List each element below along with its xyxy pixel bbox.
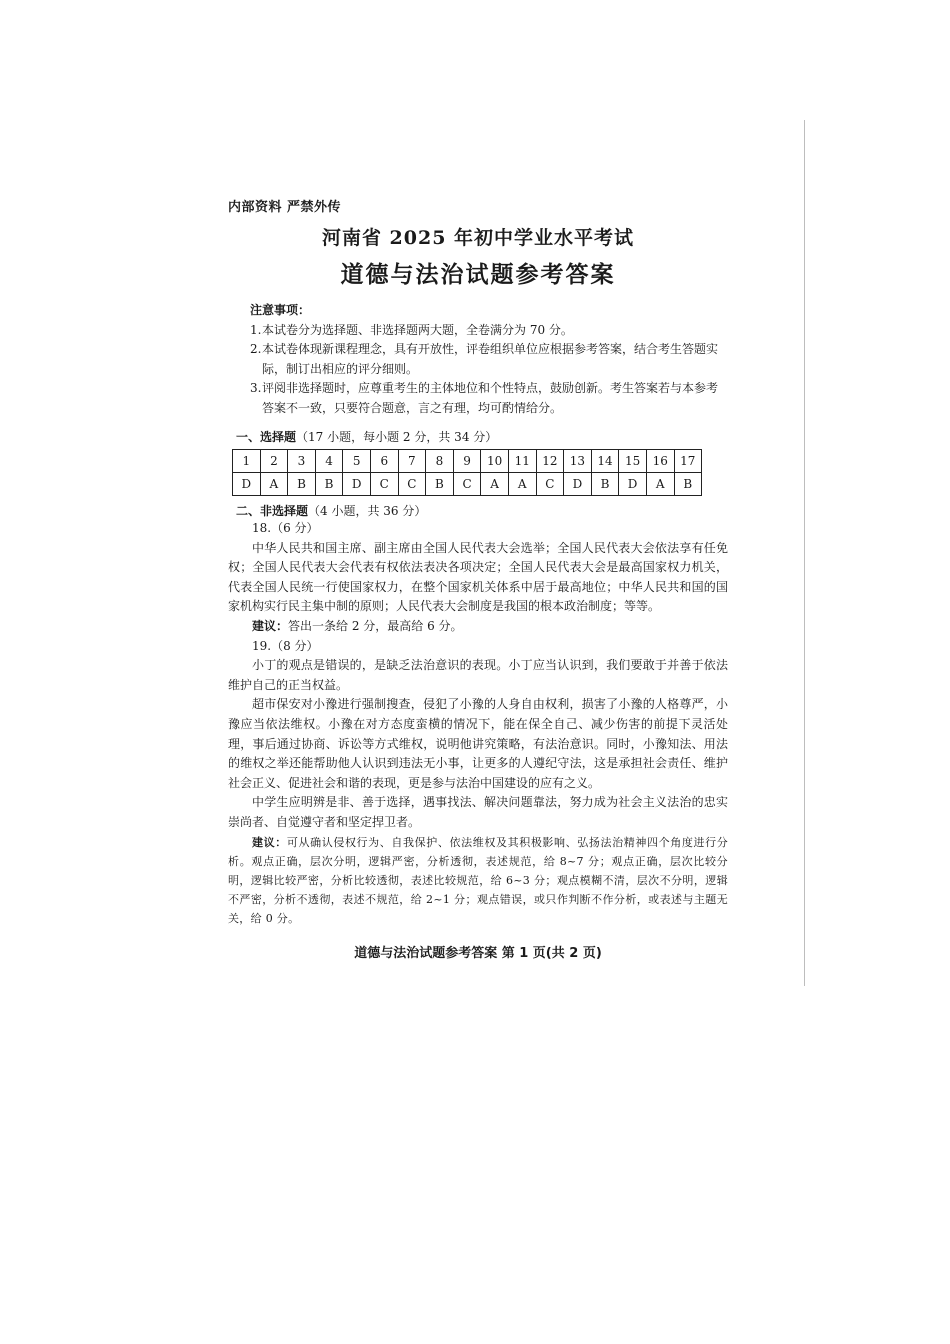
question-19-paragraph-2: 超市保安对小豫进行强制搜查，侵犯了小豫的人身自由权利，损害了小豫的人格尊严，小豫应当依法维权。小豫在对方态度蛮横的情况下，能在保全自己、减少伤害的前提下灵活处理，事后通过协商、诉讼等方式维权，说明他讲究策略，有法治意识。同时，小豫知法、用法的维权之举还能帮助他人认识到违法无小事，让更多的人遵纪守法，这是承担社会责任、维护社会正义、促进社会和谐的表现，更是参与法治中国建设的应有之义。: [228, 697, 728, 790]
answer-cell: A: [646, 473, 674, 496]
notes-block: [228, 301, 728, 418]
section-2-body: [228, 519, 728, 928]
question-number-cell: 5: [343, 450, 371, 473]
question-18-answer: 中华人民共和国主席、副主席由全国人民代表大会选举；全国人民代表大会依法享有任免权；全国人民代表大会代表有权依法表决各项决定；全国人民代表大会是最高国家权力机关，代表全国人民统一行使国家权力，在整个国家机关体系中居于最高地位；中华人民共和国的国家机构实行民主集中制的原则；人民代表大会制度是我国的根本政治制度；等等。: [228, 540, 728, 614]
note-item: [228, 379, 728, 418]
question-number-cell: 3: [288, 450, 316, 473]
question-number-cell: 4: [315, 450, 343, 473]
question-number-cell: 7: [398, 450, 426, 473]
advice-label: 建议：: [252, 618, 289, 633]
question-number-cell: 8: [426, 450, 454, 473]
answer-cell: C: [453, 473, 481, 496]
note-number: 3.: [250, 381, 262, 395]
section-1-subtitle: （17 小题，每小题 2 分，共 34 分）: [296, 430, 498, 444]
section-2-title: 二、非选择题: [236, 504, 309, 518]
question-number-cell: 13: [564, 450, 592, 473]
question-number-cell: 2: [260, 450, 288, 473]
question-19-number: 19.（8 分）: [252, 638, 319, 653]
question-number-cell: 16: [646, 450, 674, 473]
question-18-number: 18.（6 分）: [252, 521, 319, 535]
answer-cell: A: [508, 473, 536, 496]
advice-label: 建议：: [252, 835, 287, 849]
notes-heading: 注意事项：: [250, 303, 311, 317]
question-number-cell: 17: [674, 450, 702, 473]
question-19-paragraph-3: 中学生应明辨是非、善于选择，遇事找法、解决问题靠法，努力成为社会主义法治的忠实崇尚者、自觉遵守者和坚定捍卫者。: [228, 795, 728, 829]
answer-cell: A: [260, 473, 288, 496]
answer-cell: A: [481, 473, 509, 496]
advice-text: 答出一条给 2 分，最高给 6 分。: [288, 618, 463, 633]
question-number-cell: 1: [233, 450, 261, 473]
question-19-advice: [228, 833, 728, 928]
section-1-title: 一、选择题: [236, 430, 297, 444]
answer-cell: D: [619, 473, 647, 496]
section-2-subtitle: （4 小题，共 36 分）: [308, 504, 427, 518]
question-19-paragraph-1: 小丁的观点是错误的，是缺乏法治意识的表现。小丁应当认识到，我们要敢于并善于依法维护自己的正当权益。: [228, 658, 728, 692]
page-divider-line: [804, 120, 805, 986]
answer-cell: B: [288, 473, 316, 496]
section-2-heading: [228, 502, 728, 519]
answer-table: [232, 449, 702, 496]
note-text: 本试卷分为选择题、非选择题两大题，全卷满分为 70 分。: [262, 322, 573, 337]
answer-sheet-page: [228, 196, 728, 961]
answer-cell: B: [674, 473, 702, 496]
answer-cell: D: [233, 473, 261, 496]
question-number-row: [233, 450, 702, 473]
question-number-cell: 11: [508, 450, 536, 473]
document-title: 道德与法治试题参考答案: [340, 262, 616, 288]
note-text: 本试卷体现新课程理念，具有开放性，评卷组织单位应根据参考答案，结合考生答题实际，制订出相应的评分细则。: [262, 342, 719, 376]
note-text: 评阅非选择题时，应尊重考生的主体地位和个性特点，鼓励创新。考生答案若与本参考答案不一致，只要符合题意，言之有理，均可酌情给分。: [262, 381, 719, 415]
answer-cell: D: [343, 473, 371, 496]
section-1-heading: [228, 428, 728, 445]
question-number-cell: 14: [591, 450, 619, 473]
question-number-cell: 12: [536, 450, 564, 473]
answer-cell: B: [591, 473, 619, 496]
exam-title: 河南省 2025 年初中学业水平考试: [321, 227, 635, 249]
note-item: [228, 340, 728, 379]
note-number: 2.: [250, 342, 262, 356]
answer-cell: D: [564, 473, 592, 496]
page-footer: 道德与法治试题参考答案 第 1 页(共 2 页): [354, 945, 602, 961]
answer-cell: C: [398, 473, 426, 496]
question-number-cell: 10: [481, 450, 509, 473]
internal-notice: 内部资料 严禁外传: [228, 200, 342, 215]
advice-text: 可从确认侵权行为、自我保护、依法维权及其积极影响、弘扬法治精神四个角度进行分析。观点正确，层次分明，逻辑严密，分析透彻，表述规范，给 8~7 分；观点正确，层次比较分明，逻辑比较严密，分析比较透彻，表述比较规范，给 6~3 分；观点模糊不清，层次不分明，逻辑不严密，分析不透彻，表述不规范，给 2~1 分；观点错误，或只作判断不作分析，或表述与主题无关，给 0 分。: [228, 835, 728, 925]
answer-cell: C: [536, 473, 564, 496]
answer-cell: B: [426, 473, 454, 496]
note-item: [228, 321, 728, 341]
question-number-cell: 6: [370, 450, 398, 473]
note-number: 1.: [250, 322, 262, 337]
question-number-cell: 15: [619, 450, 647, 473]
answer-cell: B: [315, 473, 343, 496]
answer-cell: C: [370, 473, 398, 496]
question-18-advice: [228, 617, 728, 637]
question-number-cell: 9: [453, 450, 481, 473]
answer-row: [233, 473, 702, 496]
